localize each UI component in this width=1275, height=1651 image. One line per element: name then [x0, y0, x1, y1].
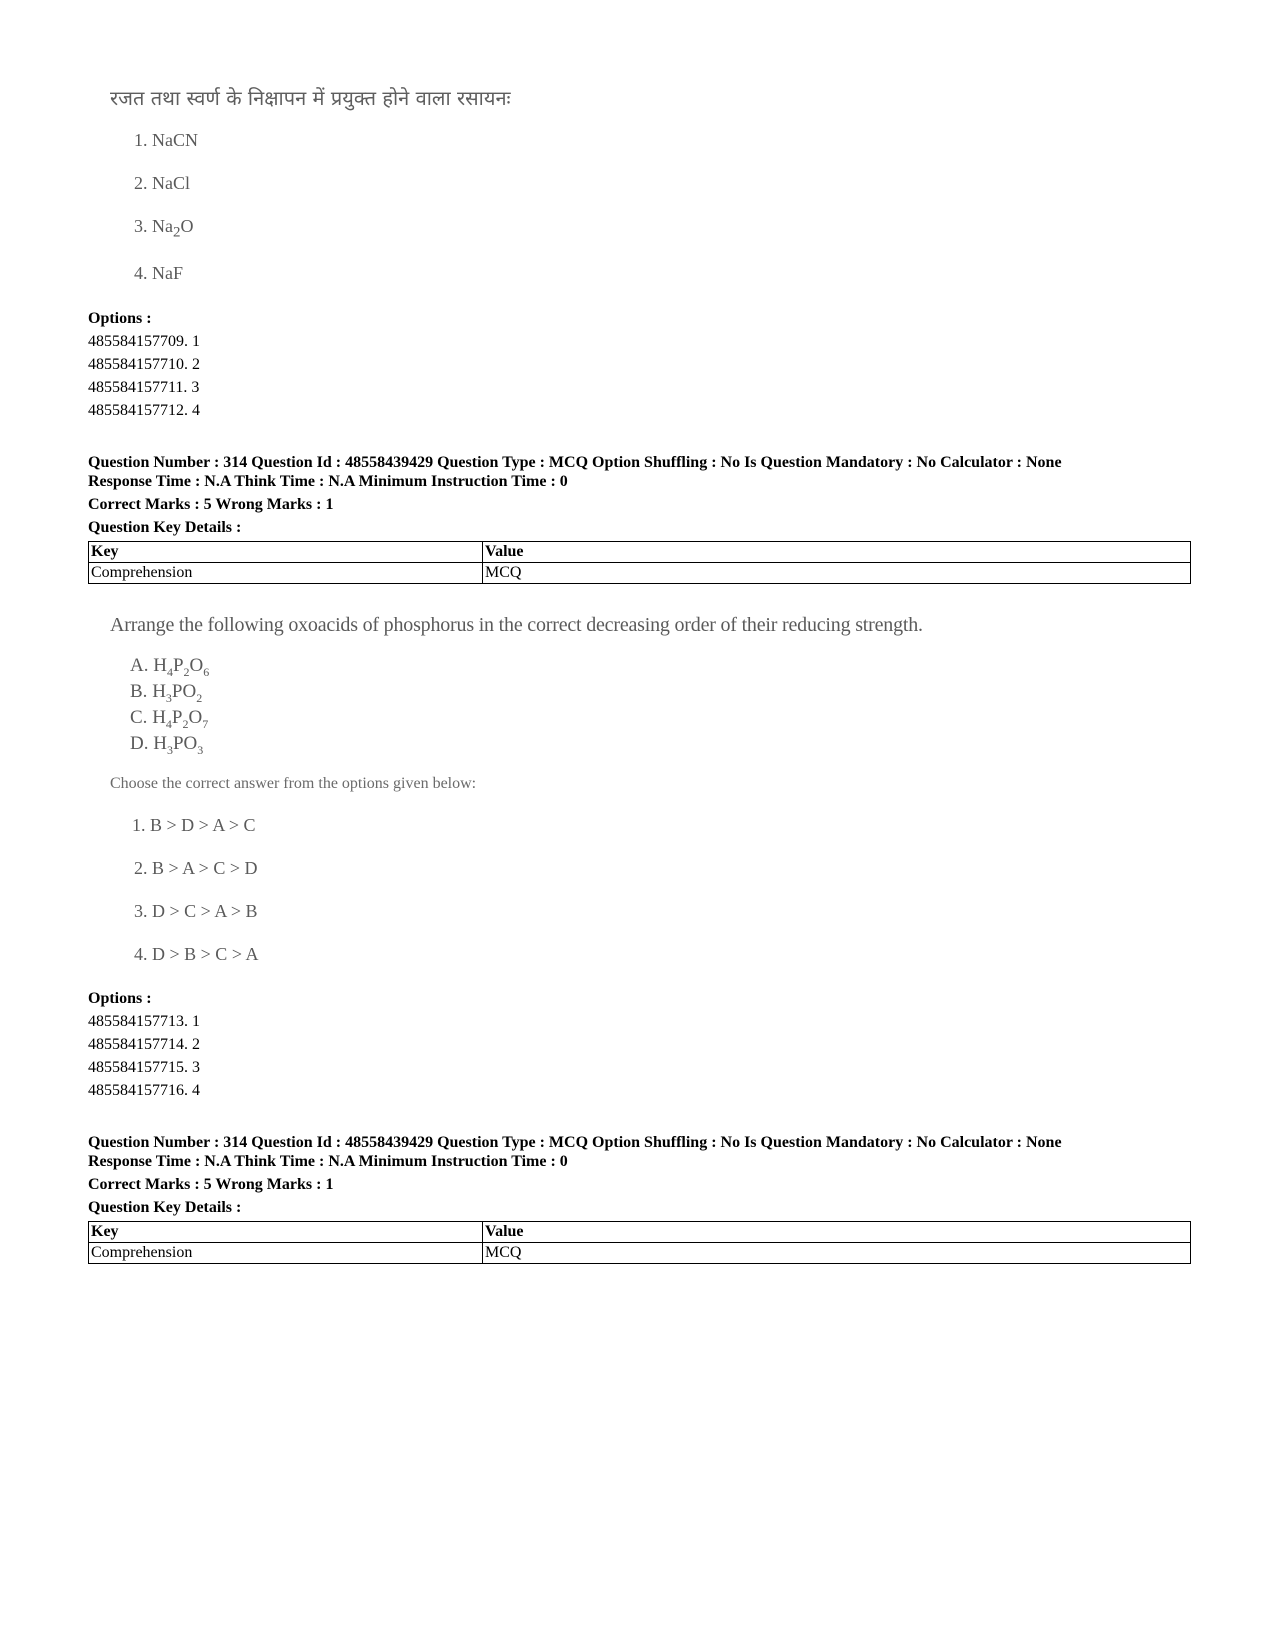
formula-a	[130, 655, 209, 680]
table-header-value: Value	[483, 542, 1191, 563]
image-option-text: NaCl	[152, 173, 190, 193]
image-option-number: 4.	[134, 263, 148, 283]
formula-part: H	[152, 681, 166, 702]
formula-subscript: 3	[165, 690, 172, 705]
image-option-number: 1.	[134, 130, 148, 150]
formula-part: PO	[172, 733, 198, 754]
formula-label: A.	[130, 655, 149, 676]
key-details-label: Question Key Details :	[88, 519, 242, 536]
image-option-1	[134, 130, 198, 151]
option-id-1: 485584157713. 1	[88, 1013, 200, 1030]
formula-subscript: 3	[197, 742, 204, 757]
question-timing-line: Response Time : N.A Think Time : N.A Minimum Instruction Time : 0	[88, 473, 568, 490]
formula-part: O	[180, 216, 194, 236]
formula-label: B.	[130, 681, 148, 702]
formula-part: Na	[152, 216, 173, 236]
options-label: Options :	[88, 310, 152, 327]
image-option-text: NaF	[152, 263, 183, 283]
image-option-3	[134, 216, 194, 242]
question-image-english	[110, 614, 923, 637]
marks-line: Correct Marks : 5 Wrong Marks : 1	[88, 496, 334, 513]
key-details-label: Question Key Details :	[88, 1199, 242, 1216]
question-meta-line: Question Number : 314 Question Id : 48558439429 Question Type : MCQ Option Shuffling : No Is Question Mandatory : No Calculator : None	[88, 454, 1062, 471]
table-header-key: Key	[89, 542, 483, 563]
options-label: Options :	[88, 990, 152, 1007]
table-header-row	[89, 542, 1191, 563]
formula-c	[130, 707, 208, 732]
formula-subscript: 4	[166, 664, 173, 679]
formula-subscript: 6	[203, 664, 210, 679]
table-cell-value: MCQ	[483, 563, 1191, 584]
image-option-3: 3. D > C > A > B	[134, 901, 258, 921]
option-id-2: 485584157710. 2	[88, 356, 200, 373]
formula-label: D.	[130, 733, 149, 754]
question-meta-line: Question Number : 314 Question Id : 48558439429 Question Type : MCQ Option Shuffling : No Is Question Mandatory : No Calculator : None	[88, 1134, 1062, 1151]
formula-subscript: 4	[165, 716, 172, 731]
image-option-4: 4. D > B > C > A	[134, 944, 259, 964]
formula-subscript: 2	[196, 690, 203, 705]
table-row	[89, 563, 1191, 584]
image-option-text: NaCN	[152, 130, 198, 150]
formula-part: H	[153, 733, 167, 754]
table-row	[89, 1243, 1191, 1264]
formula-subscript: 2	[182, 716, 189, 731]
question-stem: रजत तथा स्वर्ण के निक्षापन में प्रयुक्त होने वाला रसायनः	[110, 86, 511, 110]
image-option-1: 1. B > D > A > C	[132, 815, 256, 835]
option-id-3: 485584157711. 3	[88, 379, 200, 396]
option-id-2: 485584157714. 2	[88, 1036, 200, 1053]
formula-subscript: 3	[166, 742, 173, 757]
image-option-2	[134, 173, 190, 194]
table-header-row	[89, 1222, 1191, 1243]
formula-part: H	[152, 707, 166, 728]
formula-subscript: 2	[183, 664, 190, 679]
table-cell-key: Comprehension	[89, 563, 483, 584]
question-stem: Arrange the following oxoacids of phosphorus in the correct decreasing order of their reducing strength.	[110, 614, 923, 636]
question-timing-line: Response Time : N.A Think Time : N.A Minimum Instruction Time : 0	[88, 1153, 568, 1170]
formula-label: C.	[130, 707, 148, 728]
formula-part: P	[171, 707, 183, 728]
option-id-1: 485584157709. 1	[88, 333, 200, 350]
key-table	[88, 541, 1191, 584]
formula-subscript: 7	[202, 716, 209, 731]
option-id-3: 485584157715. 3	[88, 1059, 200, 1076]
image-option-2: 2. B > A > C > D	[134, 858, 258, 878]
choose-text: Choose the correct answer from the options given below:	[110, 775, 477, 792]
formula-b	[130, 681, 202, 706]
table-header-value: Value	[483, 1222, 1191, 1243]
table-header-key: Key	[89, 1222, 483, 1243]
table-cell-key: Comprehension	[89, 1243, 483, 1264]
image-option-4	[134, 263, 183, 284]
formula-part: P	[172, 655, 184, 676]
formula-part: PO	[171, 681, 197, 702]
option-id-4: 485584157712. 4	[88, 402, 200, 419]
formula-part: O	[188, 707, 203, 728]
formula-part: O	[189, 655, 204, 676]
formula-d	[130, 733, 203, 758]
choose-instruction	[110, 775, 476, 793]
image-option-number: 2.	[134, 173, 148, 193]
option-id-4: 485584157716. 4	[88, 1082, 200, 1099]
key-table	[88, 1221, 1191, 1264]
marks-line: Correct Marks : 5 Wrong Marks : 1	[88, 1176, 334, 1193]
formula-part: H	[153, 655, 167, 676]
question-image-hindi	[110, 84, 511, 111]
formula-subscript: 2	[173, 224, 181, 241]
table-cell-value: MCQ	[483, 1243, 1191, 1264]
image-option-number: 3.	[134, 216, 148, 236]
